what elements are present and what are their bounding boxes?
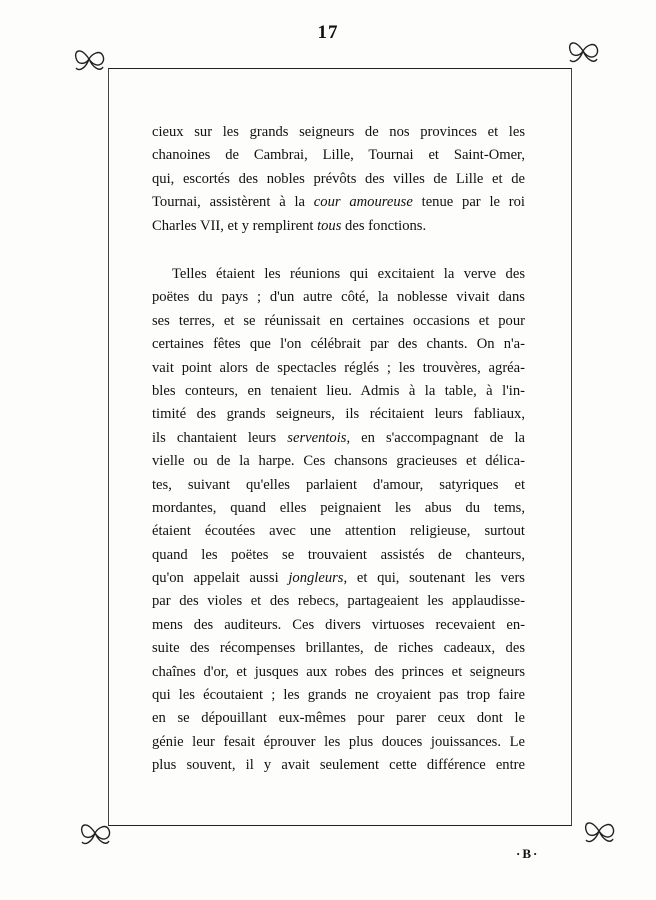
text-line: tes, suivant qu'elles parlaient d'amour, satyriques et xyxy=(152,476,525,493)
text-line: mordantes, quand elles peignaient les abus du tems, xyxy=(152,499,525,516)
text-line: quand les poëtes se trouvaient assistés de chanteurs, xyxy=(152,546,525,563)
text-line: Tournai, assistèrent à la cour amoureuse tenue par le roi xyxy=(152,194,525,211)
flourish-ornament-top-left xyxy=(72,44,106,74)
paragraph-main xyxy=(152,263,525,778)
flourish-ornament-top-right xyxy=(566,36,600,66)
text-line: cieux sur les grands seigneurs de nos provinces et les xyxy=(152,124,525,140)
text-line: en se dépouillant eux-mêmes pour parer ceux dont le xyxy=(152,710,525,727)
text-line: vait point alors de spectacles réglés ; les trouvères, agréa- xyxy=(152,359,525,376)
text-line: étaient écoutées avec une attention religieuse, surtout xyxy=(152,523,525,540)
text-line: par des violes et des rebecs, partageaient les applaudisse- xyxy=(152,593,525,610)
paragraph-continuation xyxy=(152,121,525,238)
text-line: timité des grands seigneurs, ils récitaient leurs fabliaux, xyxy=(152,406,525,423)
text-line: certaines fêtes que l'on célébrait par des chants. On n'a- xyxy=(152,336,525,353)
text-line: génie leur fesait éprouver les plus douces jouissances. Le xyxy=(152,733,525,750)
text-line: qui les écoutaient ; les grands ne croyaient pas trop faire xyxy=(152,687,525,704)
text-line: mens des auditeurs. Ces divers virtuoses recevaient en- xyxy=(152,616,525,633)
text-line: poëtes du pays ; d'un autre côté, la noblesse vivait dans xyxy=(152,289,525,306)
text-line: qui, escortés des nobles prévôts des villes de Lille et de xyxy=(152,170,525,187)
page-number: 17 xyxy=(317,22,339,43)
text-line: Telles étaient les réunions qui excitaient la verve des xyxy=(172,266,525,282)
flourish-ornament-bottom-left xyxy=(78,818,112,848)
flourish-ornament-bottom-right xyxy=(582,816,616,846)
text-line: chanoines de Cambrai, Lille, Tournai et Saint-Omer, xyxy=(152,147,525,164)
signature-mark: ·B· xyxy=(516,846,540,861)
text-line: suite des récompenses brillantes, de riches cadeaux, des xyxy=(152,640,525,657)
text-line: plus souvent, il y avait seulement cette différence entre xyxy=(152,757,525,774)
text-line: ses terres, et se réunissait en certaines occasions et pour xyxy=(152,312,525,329)
text-line: ils chantaient leurs serventois, en s'accompagnant de la xyxy=(152,429,525,446)
text-line: Charles VII, et y remplirent tous des fonctions. xyxy=(152,217,427,234)
text-line: chaînes d'or, et jusques aux robes des princes et seigneurs xyxy=(152,663,525,680)
text-line: bles conteurs, en tenaient lieu. Admis à la table, à l'in- xyxy=(152,382,525,399)
text-line: vielle ou de la harpe. Ces chansons gracieuses et délica- xyxy=(152,453,525,470)
text-line: qu'on appelait aussi jongleurs, et qui, soutenant les vers xyxy=(152,570,525,587)
